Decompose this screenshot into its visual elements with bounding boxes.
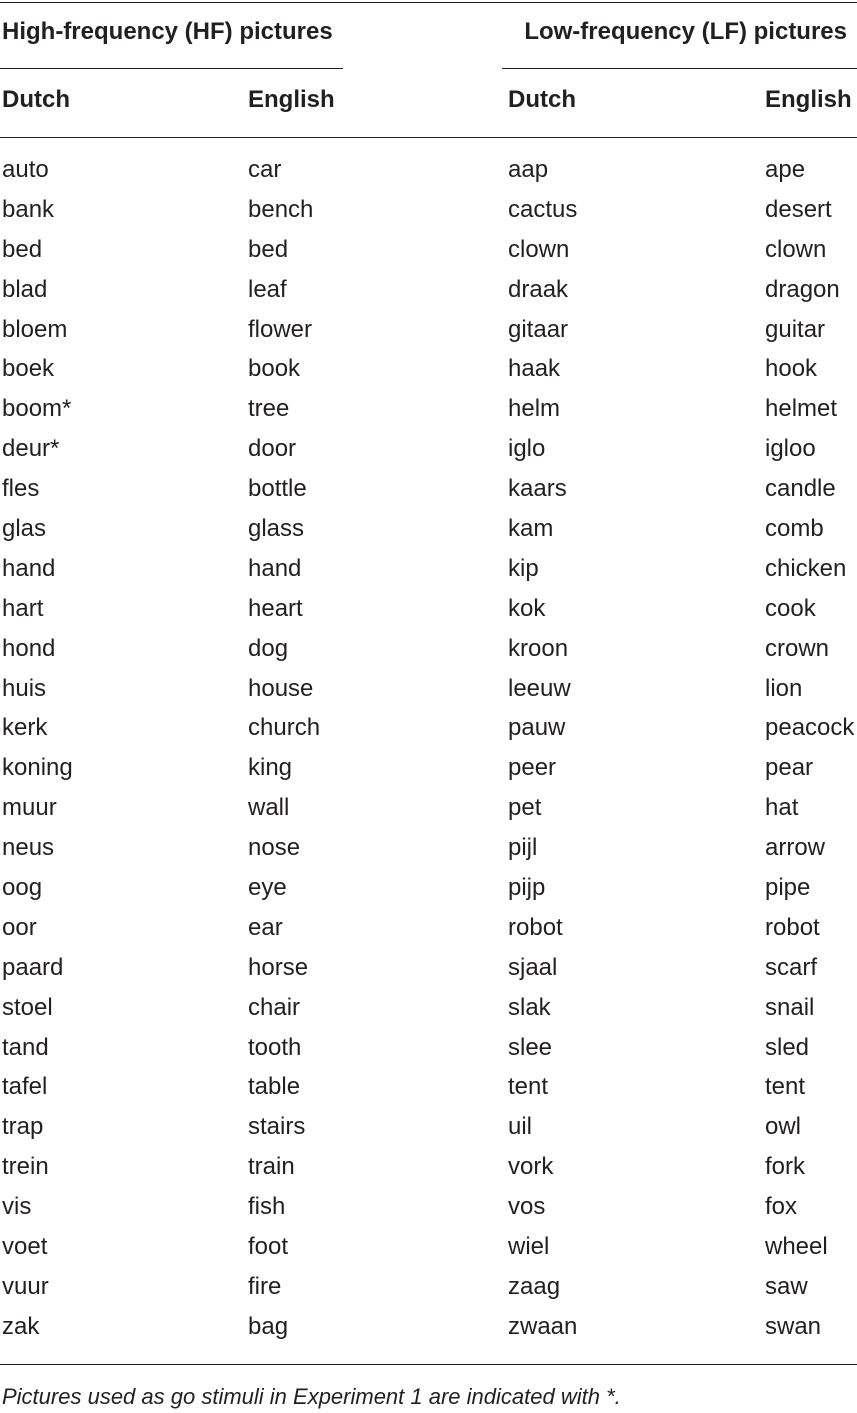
cell-lf-dutch: kok <box>508 594 546 622</box>
cell-hf-english: heart <box>248 594 303 622</box>
cell-hf-english: table <box>248 1073 301 1101</box>
table-bottom-rule <box>0 1364 857 1365</box>
cell-hf-english: fire <box>248 1272 282 1300</box>
cell-hf-dutch: blad <box>2 275 48 303</box>
table-row <box>0 1227 857 1267</box>
table-row <box>0 988 857 1028</box>
cell-hf-dutch: trein <box>2 1153 49 1181</box>
cell-hf-dutch: deur* <box>2 435 60 463</box>
cell-hf-english: ear <box>248 913 283 941</box>
table-row <box>0 509 857 549</box>
cell-hf-english: tooth <box>248 1033 302 1061</box>
table-body <box>0 150 857 1347</box>
cell-lf-english: scarf <box>765 953 818 981</box>
cell-hf-dutch: boom* <box>2 395 72 423</box>
cell-hf-english: bench <box>248 195 314 223</box>
cell-lf-english: saw <box>765 1272 808 1300</box>
cell-lf-english: cook <box>765 594 816 622</box>
cell-lf-dutch: leeuw <box>508 674 571 702</box>
table-row <box>0 669 857 709</box>
cell-hf-english: wall <box>248 794 290 822</box>
column-header-lf-english: English <box>765 86 852 113</box>
table-row <box>0 1267 857 1307</box>
cell-lf-english: peacock <box>765 714 855 742</box>
cell-hf-dutch: bed <box>2 235 43 263</box>
cell-hf-english: door <box>248 435 297 463</box>
table-row <box>0 589 857 629</box>
table-row <box>0 190 857 230</box>
cell-lf-dutch: sjaal <box>508 953 558 981</box>
cell-hf-english: king <box>248 754 293 782</box>
cell-hf-dutch: muur <box>2 794 57 822</box>
cell-lf-dutch: pauw <box>508 714 566 742</box>
column-header-hf-dutch: Dutch <box>2 86 70 113</box>
column-header-lf-dutch: Dutch <box>508 86 576 113</box>
cell-lf-english: candle <box>765 475 836 503</box>
cell-hf-english: bottle <box>248 475 307 503</box>
cell-lf-english: fork <box>765 1153 806 1181</box>
table-row <box>0 1147 857 1187</box>
cell-lf-english: snail <box>765 993 815 1021</box>
cell-lf-dutch: slee <box>508 1033 553 1061</box>
cell-hf-english: car <box>248 156 282 183</box>
cell-hf-dutch: bank <box>2 195 55 223</box>
cell-lf-dutch: cactus <box>508 195 578 223</box>
cell-hf-dutch: neus <box>2 834 55 862</box>
cell-lf-dutch: iglo <box>508 435 546 463</box>
cell-hf-dutch: oor <box>2 913 37 941</box>
cell-lf-english: swan <box>765 1312 822 1340</box>
cell-lf-english: crown <box>765 634 830 662</box>
cell-lf-dutch: clown <box>508 235 570 263</box>
table-footnote: Pictures used as go stimuli in Experiment 1 are indicated with *. <box>2 1384 621 1409</box>
table-row <box>0 908 857 948</box>
cell-lf-english: arrow <box>765 834 826 862</box>
cell-hf-dutch: paard <box>2 953 64 981</box>
cell-lf-dutch: zaag <box>508 1272 561 1300</box>
cell-hf-dutch: tafel <box>2 1073 48 1101</box>
cell-hf-english: foot <box>248 1233 289 1261</box>
cell-lf-dutch: pet <box>508 794 542 822</box>
hf-group-rule <box>0 68 343 69</box>
cell-hf-dutch: hond <box>2 634 56 662</box>
cell-hf-dutch: koning <box>2 754 73 782</box>
cell-hf-dutch: voet <box>2 1233 48 1261</box>
table-row <box>0 389 857 429</box>
cell-hf-dutch: oog <box>2 874 43 902</box>
cell-hf-dutch: hand <box>2 554 56 582</box>
cell-hf-english: fish <box>248 1193 286 1221</box>
cell-lf-english: chicken <box>765 554 847 582</box>
hf-group-header: High-frequency (HF) pictures <box>2 18 333 45</box>
cell-lf-dutch: peer <box>508 754 557 782</box>
table-row <box>0 868 857 908</box>
cell-lf-english: comb <box>765 515 824 543</box>
cell-lf-english: robot <box>765 913 820 941</box>
cell-lf-english: dragon <box>765 275 840 303</box>
cell-hf-english: train <box>248 1153 295 1181</box>
table-row <box>0 1187 857 1227</box>
table-row <box>0 1067 857 1107</box>
cell-hf-english: flower <box>248 315 313 343</box>
cell-hf-english: horse <box>248 953 309 981</box>
cell-hf-english: chair <box>248 993 301 1021</box>
cell-hf-english: house <box>248 674 314 702</box>
cell-hf-dutch: huis <box>2 674 47 702</box>
cell-lf-english: hat <box>765 794 799 822</box>
header-rule <box>0 137 857 138</box>
cell-lf-dutch: helm <box>508 395 561 423</box>
table-row <box>0 270 857 310</box>
cell-lf-dutch: gitaar <box>508 315 569 343</box>
cell-hf-english: leaf <box>248 275 287 303</box>
cell-lf-dutch: uil <box>508 1113 533 1141</box>
cell-lf-english: desert <box>765 195 832 223</box>
cell-hf-english: glass <box>248 515 305 543</box>
cell-hf-english: church <box>248 714 321 742</box>
cell-hf-dutch: trap <box>2 1113 44 1141</box>
cell-lf-dutch: vos <box>508 1193 546 1221</box>
cell-hf-english: bag <box>248 1312 289 1340</box>
cell-hf-english: tree <box>248 395 290 423</box>
cell-lf-dutch: kroon <box>508 634 569 662</box>
table-row <box>0 708 857 748</box>
table-row <box>0 828 857 868</box>
table-row <box>0 429 857 469</box>
table-row <box>0 629 857 669</box>
cell-lf-dutch: kip <box>508 554 539 582</box>
table-row <box>0 748 857 788</box>
table-row <box>0 549 857 589</box>
table-top-rule <box>0 2 857 3</box>
cell-hf-dutch: vis <box>2 1193 32 1221</box>
cell-lf-english: lion <box>765 674 803 702</box>
cell-hf-english: hand <box>248 554 302 582</box>
column-header-hf-english: English <box>248 86 335 113</box>
table-row <box>0 948 857 988</box>
table-row <box>0 1028 857 1068</box>
cell-lf-english: guitar <box>765 315 826 343</box>
cell-lf-dutch: vork <box>508 1153 554 1181</box>
cell-lf-english: hook <box>765 355 818 383</box>
cell-hf-dutch: tand <box>2 1033 49 1061</box>
cell-lf-dutch: aap <box>508 156 549 183</box>
cell-hf-dutch: hart <box>2 594 44 622</box>
cell-lf-dutch: draak <box>508 275 569 303</box>
cell-hf-dutch: bloem <box>2 315 68 343</box>
cell-lf-dutch: pijl <box>508 834 538 862</box>
cell-hf-dutch: auto <box>2 156 49 183</box>
table-row <box>0 1307 857 1347</box>
cell-hf-dutch: zak <box>2 1312 40 1340</box>
cell-hf-english: dog <box>248 634 289 662</box>
cell-lf-english: wheel <box>765 1233 828 1261</box>
cell-lf-english: pipe <box>765 874 811 902</box>
cell-lf-dutch: slak <box>508 993 551 1021</box>
cell-lf-english: clown <box>765 235 827 263</box>
cell-lf-dutch: kam <box>508 515 554 543</box>
cell-hf-dutch: stoel <box>2 993 53 1021</box>
cell-hf-dutch: boek <box>2 355 55 383</box>
cell-lf-english: igloo <box>765 435 816 463</box>
cell-lf-english: pear <box>765 754 814 782</box>
table-row <box>0 150 857 190</box>
cell-hf-english: stairs <box>248 1113 306 1141</box>
cell-lf-dutch: pijp <box>508 874 546 902</box>
cell-lf-english: owl <box>765 1113 802 1141</box>
lf-group-header: Low-frequency (LF) pictures <box>524 18 847 45</box>
cell-lf-dutch: haak <box>508 355 561 383</box>
cell-lf-dutch: wiel <box>508 1233 550 1261</box>
lf-group-rule <box>502 68 857 69</box>
cell-lf-dutch: zwaan <box>508 1312 578 1340</box>
cell-lf-english: ape <box>765 156 806 183</box>
table-row <box>0 788 857 828</box>
table-row <box>0 310 857 350</box>
cell-lf-dutch: robot <box>508 913 563 941</box>
cell-hf-dutch: vuur <box>2 1272 49 1300</box>
cell-hf-english: bed <box>248 235 289 263</box>
cell-lf-dutch: tent <box>508 1073 549 1101</box>
cell-hf-english: nose <box>248 834 301 862</box>
cell-hf-dutch: kerk <box>2 714 48 742</box>
cell-hf-english: eye <box>248 874 287 902</box>
cell-hf-english: book <box>248 355 301 383</box>
table-row <box>0 1107 857 1147</box>
cell-hf-dutch: fles <box>2 475 40 503</box>
cell-lf-dutch: kaars <box>508 475 567 503</box>
cell-lf-english: sled <box>765 1033 810 1061</box>
table-row <box>0 349 857 389</box>
cell-lf-english: tent <box>765 1073 806 1101</box>
table-row <box>0 230 857 270</box>
cell-lf-english: helmet <box>765 395 838 423</box>
cell-hf-dutch: glas <box>2 515 47 543</box>
table-row <box>0 469 857 509</box>
cell-lf-english: fox <box>765 1193 798 1221</box>
